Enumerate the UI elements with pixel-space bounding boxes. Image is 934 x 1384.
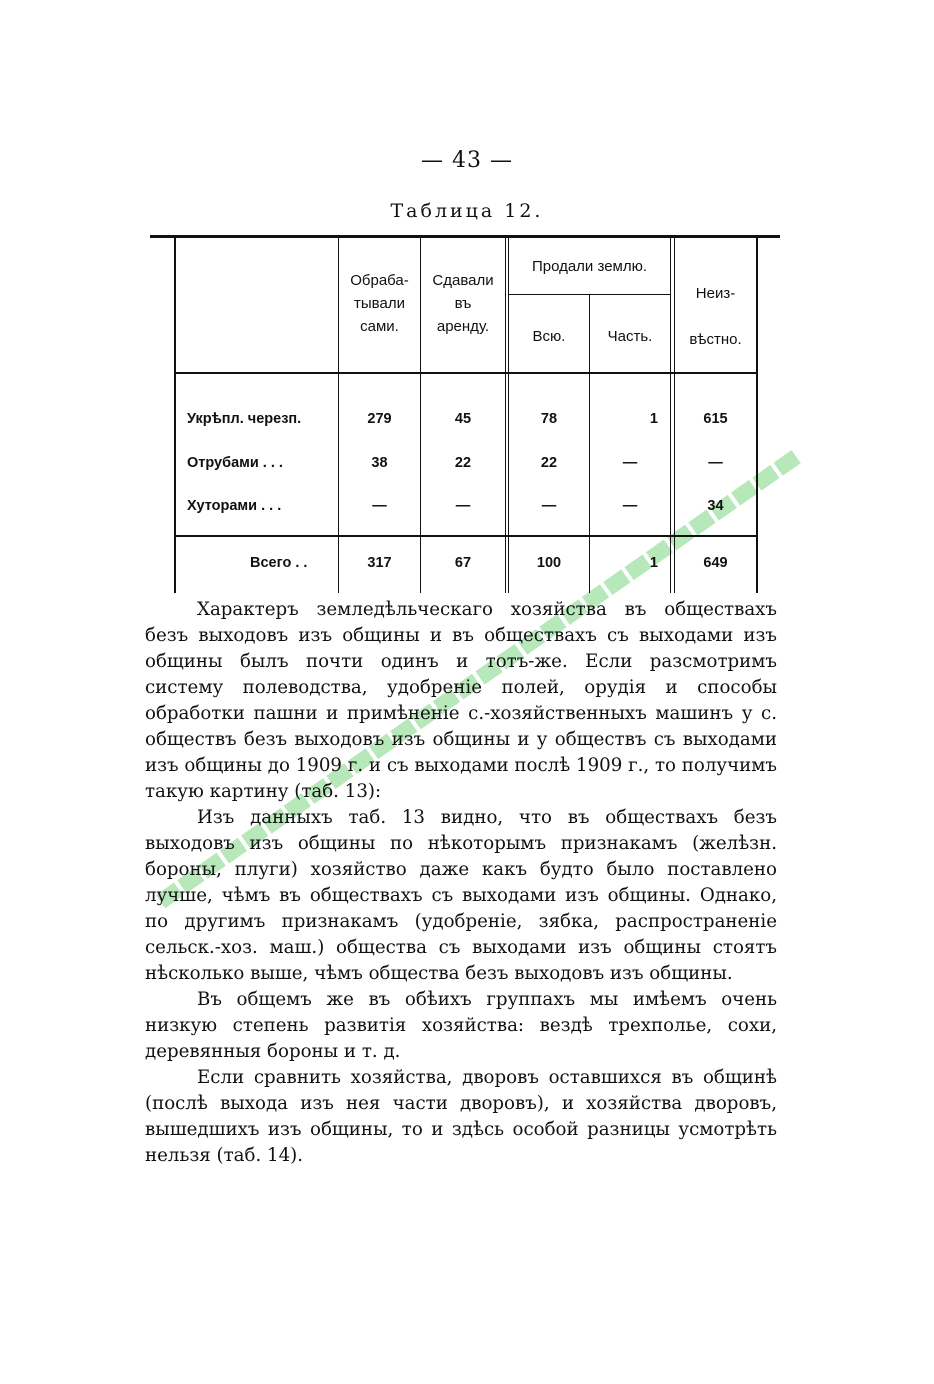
table-title: Таблица 12. [390, 200, 544, 222]
table-cell: — [708, 455, 723, 471]
header-sold-group: Продали землю. [531, 258, 648, 275]
data-table [150, 235, 780, 595]
header-sold-all: Всю. [532, 328, 566, 345]
row-label: Отрубами . . . [187, 455, 283, 471]
table-right-rule [756, 238, 758, 593]
table-cell: 22 [454, 455, 472, 471]
total-cell: 100 [536, 555, 562, 571]
paragraph: Если сравнить хозяйства, дворовъ оставшихся въ общинѣ (послѣ выхода изъ нея части дворовъ), и хозяйства дворовъ, вышедшихъ изъ общины, то и здѣсь особой разницы усмотрѣть нельзя (таб. 14). [145, 1067, 777, 1166]
total-cell [590, 555, 670, 571]
header-line: сами. [360, 318, 399, 335]
table-cell: — [455, 498, 471, 514]
total-cell: 67 [454, 555, 472, 571]
table-cell: 615 [703, 411, 728, 427]
page-number: — 43 — [421, 148, 513, 173]
body-text [145, 597, 777, 1169]
table-cell: — [541, 498, 557, 514]
header-sold-part: Часть. [607, 328, 653, 345]
row-label: Хуторами . . . [187, 498, 282, 514]
header-line: Обраба- [350, 272, 409, 289]
total-cell: 649 [703, 555, 728, 571]
table-cell: 45 [454, 411, 472, 427]
table-cell: — [372, 498, 387, 514]
table-cell: 38 [371, 455, 388, 471]
header-line: Неиз- [695, 285, 736, 302]
table-cell: 22 [540, 455, 558, 471]
table-cell: 78 [540, 411, 558, 427]
total-label: Всего . . [250, 555, 308, 571]
table-cell [590, 411, 670, 427]
table-cell: — [622, 455, 638, 471]
header-line: аренду. [436, 318, 490, 335]
paragraph: Изъ данныхъ таб. 13 видно, что въ обществахъ безъ выходовъ изъ общины по нѣкоторымъ признакамъ (желѣзн. бороны, плуги) хозяйство даже какъ будто было поставлено лучше, чѣмъ въ обществахъ съ выходами изъ общины. Однако, по другимъ признакамъ (удобренiе, зябка, распространенiе сельск.-хоз. маш.) общества съ выходами изъ общины стоятъ нѣсколько выше, чѣмъ общества безъ выходовъ изъ общины. [145, 807, 777, 984]
row-label: Укрѣпл. черезп. [187, 411, 302, 427]
header-line: вѣстно. [689, 331, 742, 348]
col-rule [505, 238, 506, 593]
header-unknown [675, 271, 756, 363]
paragraph: Характеръ земледѣльческаго хозяйства въ обществахъ безъ выходовъ изъ общины и въ обществахъ съ выходами изъ общины былъ почти одинъ и тотъ-же. Если разсмотримъ систему полеводства, удобренiе полей, орудiя и способы обработки пашни и примѣненiе с.-хозяйственныхъ машинъ у с. обществъ безъ выходовъ изъ общины и у обществъ съ выходами изъ общины до 1909 г. и съ выходами послѣ 1909 г., то получимъ такую картину (таб. 13): [145, 599, 777, 802]
table-left-rule [174, 238, 176, 593]
paragraph: Въ общемъ же въ обѣихъ группахъ мы имѣемъ очень низкую степень развитiя хозяйства: вездѣ трехполье, сохи, деревянныя бороны и т. д. [145, 989, 777, 1062]
cell-value: 1 [649, 411, 658, 427]
header-line: Сдавали [432, 272, 494, 289]
table-cell: 279 [367, 411, 392, 427]
table-cell: 34 [707, 498, 724, 514]
table-cell: — [622, 498, 638, 514]
table-top-rule [150, 235, 780, 238]
header-line: тывали [354, 295, 405, 312]
total-cell: 317 [367, 555, 392, 571]
header-cultivated [339, 269, 420, 338]
cell-value: 1 [649, 555, 658, 571]
col-rule [670, 238, 671, 593]
header-line: въ [454, 295, 472, 312]
header-rented [421, 269, 505, 338]
